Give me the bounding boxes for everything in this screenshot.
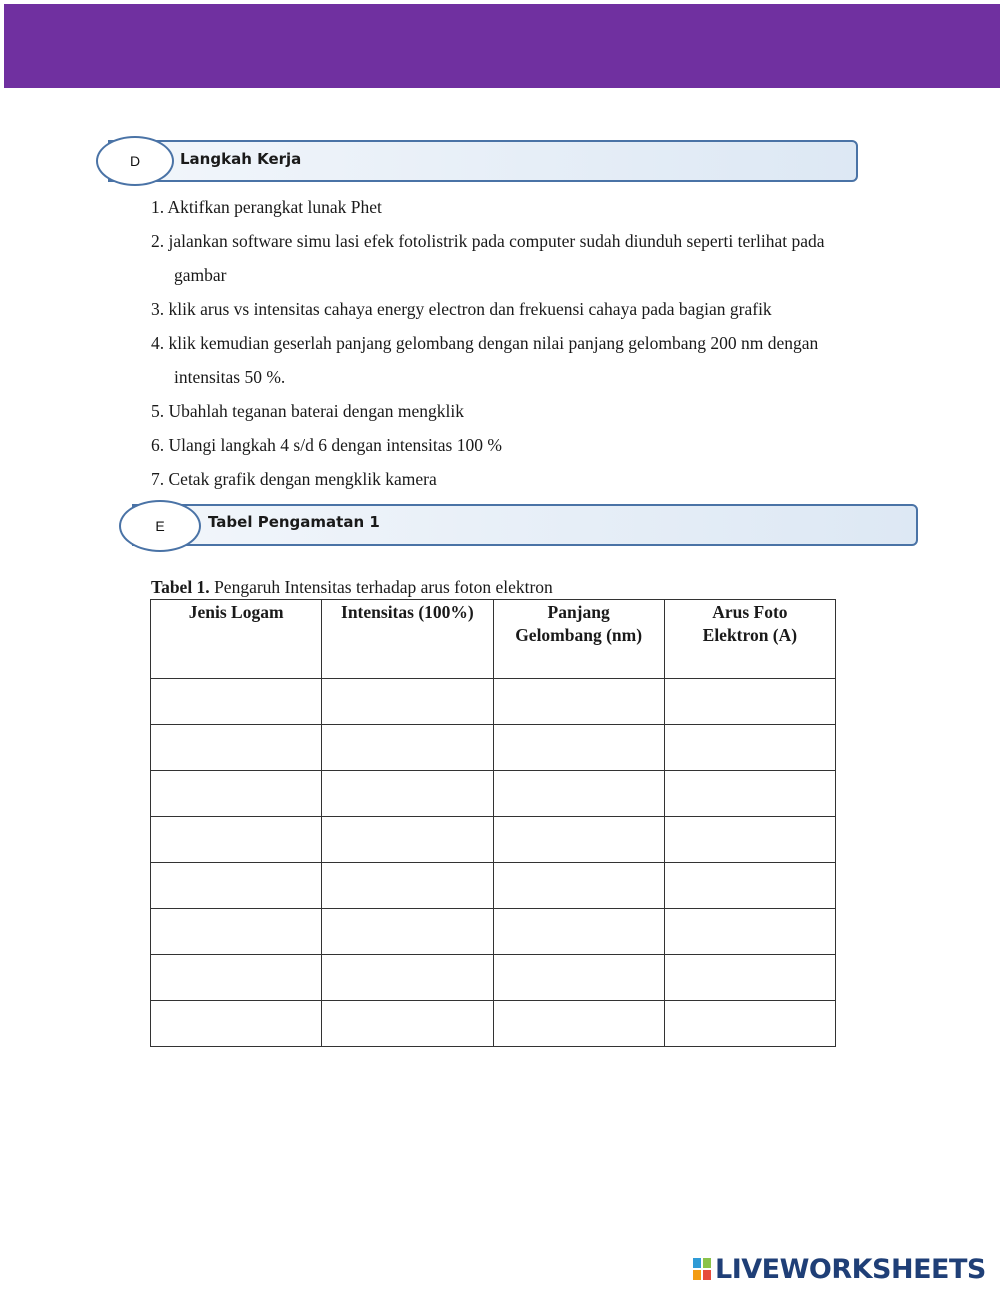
answer-cell[interactable] <box>151 679 322 725</box>
section-e-badge-letter: E <box>155 518 165 534</box>
logo-text: LIVEWORKSHEETS <box>715 1253 986 1285</box>
table-row <box>151 863 836 909</box>
answer-cell[interactable] <box>493 771 664 817</box>
section-d-badge-letter: D <box>129 153 141 169</box>
answer-cell[interactable] <box>664 771 835 817</box>
table-row <box>151 725 836 771</box>
answer-cell[interactable] <box>664 863 835 909</box>
section-e-title: Tabel Pengamatan 1 <box>208 513 380 531</box>
answer-cell[interactable] <box>493 725 664 771</box>
answer-cell[interactable] <box>322 725 493 771</box>
answer-cell[interactable] <box>322 679 493 725</box>
answer-cell[interactable] <box>322 909 493 955</box>
answer-cell[interactable] <box>151 771 322 817</box>
answer-cell[interactable] <box>493 863 664 909</box>
answer-cell[interactable] <box>664 725 835 771</box>
step-6: 6. Ulangi langkah 4 s/d 6 dengan intensitas 100 % <box>151 435 502 455</box>
header-band <box>4 4 1000 88</box>
liveworksheets-logo <box>693 1254 986 1284</box>
answer-cell[interactable] <box>151 955 322 1001</box>
answer-cell[interactable] <box>322 817 493 863</box>
answer-cell[interactable] <box>151 1001 322 1047</box>
answer-cell[interactable] <box>151 863 322 909</box>
logo-blocks-icon <box>693 1258 711 1280</box>
observation-table <box>150 599 836 1047</box>
header-panjang-gelombang: Panjang Gelombang (nm) <box>493 600 664 679</box>
answer-cell[interactable] <box>664 909 835 955</box>
table-row <box>151 771 836 817</box>
step-3: 3. klik arus vs intensitas cahaya energy electron dan frekuensi cahaya pada bagian grafik <box>151 299 772 319</box>
step-5: 5. Ubahlah teganan baterai dengan mengklik <box>151 401 464 421</box>
table-caption <box>151 577 553 598</box>
answer-cell[interactable] <box>322 1001 493 1047</box>
answer-cell[interactable] <box>493 1001 664 1047</box>
answer-cell[interactable] <box>151 909 322 955</box>
answer-cell[interactable] <box>664 679 835 725</box>
answer-cell[interactable] <box>664 1001 835 1047</box>
table-row <box>151 679 836 725</box>
step-4: 4. klik kemudian geserlah panjang gelombang dengan nilai panjang gelombang 200 nm dengan intensitas 50 %. <box>151 333 819 387</box>
table-body <box>151 679 836 1047</box>
table-row <box>151 909 836 955</box>
answer-cell[interactable] <box>664 817 835 863</box>
answer-cell[interactable] <box>151 817 322 863</box>
answer-cell[interactable] <box>664 955 835 1001</box>
section-e-badge <box>119 500 201 552</box>
answer-cell[interactable] <box>322 771 493 817</box>
table-row <box>151 1001 836 1047</box>
table-caption-text: Pengaruh Intensitas terhadap arus foton elektron <box>209 577 553 597</box>
table-header-row <box>151 600 836 679</box>
answer-cell[interactable] <box>322 863 493 909</box>
step-1: 1. Aktifkan perangkat lunak Phet <box>151 197 382 217</box>
header-intensitas: Intensitas (100%) <box>322 600 493 679</box>
header-arus-foto-elektron: Arus Foto Elektron (A) <box>664 600 835 679</box>
step-2: 2. jalankan software simu lasi efek fotolistrik pada computer sudah diunduh seperti terlihat pada gambar <box>151 231 825 285</box>
step-7: 7. Cetak grafik dengan mengklik kamera <box>151 469 437 489</box>
answer-cell[interactable] <box>493 955 664 1001</box>
answer-cell[interactable] <box>493 679 664 725</box>
work-steps <box>151 190 941 496</box>
answer-cell[interactable] <box>322 955 493 1001</box>
header-jenis-logam: Jenis Logam <box>151 600 322 679</box>
table-caption-label: Tabel 1. <box>151 577 210 597</box>
answer-cell[interactable] <box>493 817 664 863</box>
answer-cell[interactable] <box>493 909 664 955</box>
table-row <box>151 955 836 1001</box>
answer-cell[interactable] <box>151 725 322 771</box>
section-d-title: Langkah Kerja <box>180 150 302 168</box>
table-row <box>151 817 836 863</box>
section-d-badge <box>96 136 174 186</box>
